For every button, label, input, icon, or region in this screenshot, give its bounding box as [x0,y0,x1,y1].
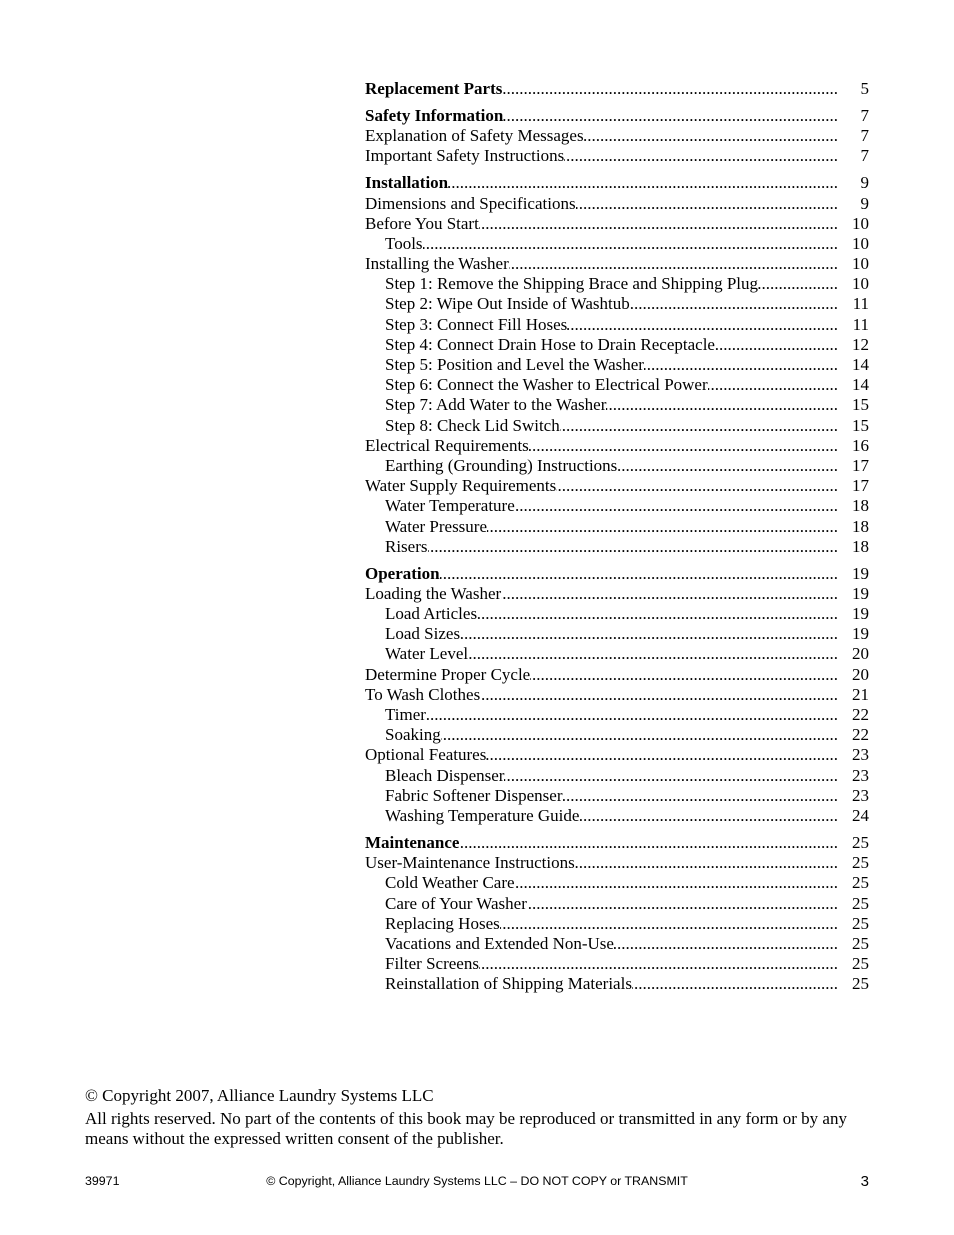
toc-entry-page-number: 25 [852,913,869,933]
toc-entry-title: Replacing Hoses [385,913,500,933]
toc-entry-page-number: 7 [860,126,869,146]
toc-entry-page-number: 25 [852,933,869,953]
toc-entry-title: Maintenance [365,832,460,852]
toc-entry-title: Operation [365,563,440,583]
toc-entry-title: Before You Start [365,213,479,233]
toc-entry-page-number: 19 [852,583,869,603]
toc-entry-title: Step 7: Add Water to the Washer [385,395,607,415]
toc-entry-title: Step 6: Connect the Washer to Electrical Power [385,375,708,395]
toc-entry-title: Installing the Washer [365,254,509,274]
toc-subentry[interactable] [365,705,869,725]
toc-dot-leader [644,355,838,375]
toc-entry-title: Load Articles [385,604,478,624]
toc-entry-page-number: 10 [852,274,869,294]
toc-entry-page-number: 14 [852,375,869,395]
toc-entry-title: User-Maintenance Instructions [365,853,575,873]
toc-subentry[interactable] [365,974,869,994]
toc-entry-title: Step 3: Connect Fill Hoses [385,314,568,334]
toc-dot-leader [460,624,838,644]
toc-entry-page-number: 25 [852,832,869,852]
toc-dot-leader [563,786,838,806]
toc-entry-page-number: 7 [860,105,869,125]
toc-entry[interactable] [365,853,869,873]
toc-entry[interactable] [365,146,869,166]
toc-entry-title: Cold Weather Care [385,873,515,893]
toc-entry-title: Safety Information [365,105,504,125]
toc-entry-page-number: 11 [852,314,869,334]
toc-dot-leader [564,146,838,166]
toc-subentry[interactable] [365,894,869,914]
toc-entry-title: Installation [365,173,449,193]
toc-entry-page-number: 17 [852,455,869,475]
toc-entry-title: Loading the Washer [365,583,502,603]
toc-subentry[interactable] [365,517,869,537]
toc-entry[interactable] [365,126,869,146]
toc-dot-leader [504,766,838,786]
toc-subentry[interactable] [365,416,869,436]
toc-entry-page-number: 24 [852,805,869,825]
toc-subentry[interactable] [365,496,869,516]
toc-subentry[interactable] [365,806,869,826]
toc-entry-page-number: 18 [852,516,869,536]
toc-dot-leader [576,194,838,214]
toc-entry-title: Timer [385,705,426,725]
toc-dot-leader [501,584,838,604]
toc-entry-page-number: 9 [860,193,869,213]
toc-entry-title: Step 2: Wipe Out Inside of Washtub [385,294,630,314]
footer-copyright-notice: © Copyright, Alliance Laundry Systems LLC – DO NOT COPY or TRANSMIT [266,1174,688,1188]
toc-entry-title: Dimensions and Specifications [365,193,576,213]
toc-subentry[interactable] [365,234,869,254]
toc-chapter-entry[interactable] [365,173,869,193]
toc-entry-page-number: 19 [852,604,869,624]
rights-notice: All rights reserved. No part of the contents of this book may be reproduced or transmitted in any form or by any means without the expressed written consent of the publisher. [85,1109,847,1149]
toc-entry[interactable] [365,745,869,765]
toc-entry-page-number: 21 [852,684,869,704]
toc-entry-page-number: 9 [860,173,869,193]
toc-entry-title: Load Sizes [385,624,461,644]
toc-entry-page-number: 20 [852,644,869,664]
toc-subentry[interactable] [365,537,869,557]
toc-dot-leader [614,934,838,954]
toc-section [365,173,869,557]
toc-dot-leader [584,126,838,146]
toc-entry-page-number: 16 [852,435,869,455]
toc-dot-leader [459,833,838,853]
toc-subentry[interactable] [365,375,869,395]
toc-dot-leader [503,106,838,126]
toc-entry-page-number: 22 [852,705,869,725]
toc-dot-leader [606,395,838,415]
toc-entry-page-number: 10 [852,233,869,253]
toc-dot-leader [715,335,838,355]
toc-entry-title: Water Pressure [385,516,488,536]
toc-entry-title: Filter Screens [385,954,479,974]
toc-entry-page-number: 25 [852,974,869,994]
toc-entry-page-number: 19 [852,624,869,644]
toc-dot-leader [527,894,838,914]
toc-subentry[interactable] [365,624,869,644]
toc-subentry[interactable] [365,934,869,954]
toc-dot-leader [529,436,838,456]
toc-entry-title: Step 4: Connect Drain Hose to Drain Receptacle [385,334,715,354]
toc-subentry[interactable] [365,315,869,335]
toc-entry-title: Reinstallation of Shipping Materials [385,974,632,994]
toc-entry-title: Water Temperature [385,496,515,516]
toc-subentry[interactable] [365,766,869,786]
table-of-contents [365,79,869,994]
toc-entry[interactable] [365,685,869,705]
toc-subentry[interactable] [365,335,869,355]
toc-entry-title: Water Supply Requirements [365,476,557,496]
toc-entry-page-number: 14 [852,355,869,375]
toc-chapter-entry[interactable] [365,79,869,99]
toc-entry[interactable] [365,194,869,214]
toc-dot-leader [486,745,838,765]
toc-entry-page-number: 15 [852,395,869,415]
toc-subentry[interactable] [365,274,869,294]
toc-entry-title: Fabric Softener Dispenser [385,785,563,805]
toc-entry-page-number: 11 [852,294,869,314]
toc-entry-title: To Wash Clothes [365,684,481,704]
toc-dot-leader [515,496,838,516]
toc-dot-leader [530,665,838,685]
toc-entry-title: Explanation of Safety Messages [365,126,584,146]
toc-entry-title: Water Level [385,644,469,664]
toc-entry-page-number: 23 [852,765,869,785]
toc-dot-leader [468,644,838,664]
toc-subentry[interactable] [365,395,869,415]
toc-entry-page-number: 20 [852,664,869,684]
toc-dot-leader [617,456,838,476]
toc-dot-leader [708,375,838,395]
toc-entry-page-number: 5 [860,79,869,98]
toc-dot-leader [479,954,838,974]
toc-dot-leader [500,914,838,934]
toc-entry-title: Earthing (Grounding) Instructions [385,455,618,475]
toc-entry-page-number: 7 [860,146,869,166]
toc-entry-title: Determine Proper Cycle [365,664,531,684]
toc-dot-leader [440,564,838,584]
toc-entry-page-number: 25 [852,893,869,913]
toc-entry-page-number: 10 [852,213,869,233]
toc-dot-leader [480,685,838,705]
toc-dot-leader [502,79,838,99]
copyright-line: © Copyright 2007, Alliance Laundry Systems LLC [85,1086,434,1105]
toc-dot-leader [632,974,838,994]
toc-dot-leader [487,517,838,537]
toc-chapter-entry[interactable] [365,106,869,126]
toc-entry-title: Step 1: Remove the Shipping Brace and Shipping Plug [385,274,759,294]
toc-entry-page-number: 18 [852,536,869,556]
copyright-block [85,1086,865,1149]
toc-subentry[interactable] [365,456,869,476]
toc-entry-title: Replacement Parts [365,79,503,98]
toc-entry-page-number: 25 [852,853,869,873]
toc-entry-title: Optional Features [365,745,487,765]
toc-chapter-entry[interactable] [365,564,869,584]
page-footer [0,1174,954,1190]
toc-entry[interactable] [365,476,869,496]
toc-entry-page-number: 25 [852,873,869,893]
toc-dot-leader [441,725,838,745]
toc-dot-leader [477,604,838,624]
toc-section [365,79,869,99]
toc-entry[interactable] [365,254,869,274]
toc-dot-leader [556,476,838,496]
toc-entry-page-number: 18 [852,496,869,516]
toc-entry-title: Step 5: Position and Level the Washer [385,355,644,375]
toc-dot-leader [479,214,838,234]
toc-dot-leader [509,254,838,274]
toc-entry-page-number: 15 [852,415,869,435]
toc-section [365,833,869,995]
toc-entry-title: Soaking [385,725,441,745]
toc-dot-leader [560,416,838,436]
toc-subentry[interactable] [365,604,869,624]
toc-subentry[interactable] [365,914,869,934]
toc-entry-page-number: 22 [852,725,869,745]
toc-dot-leader [515,873,838,893]
toc-section [365,564,869,826]
toc-entry-title: Tools [385,233,423,253]
toc-subentry[interactable] [365,725,869,745]
toc-entry-title: Care of Your Washer [385,893,527,913]
toc-dot-leader [448,173,838,193]
page-number: 3 [860,1173,869,1190]
toc-dot-leader [423,234,838,254]
toc-entry-page-number: 17 [852,476,869,496]
toc-dot-leader [579,806,838,826]
toc-section [365,106,869,167]
toc-entry[interactable] [365,584,869,604]
toc-dot-leader [758,274,838,294]
toc-subentry[interactable] [365,355,869,375]
toc-entry-title: Electrical Requirements [365,435,529,455]
toc-dot-leader [428,537,839,557]
toc-entry-title: Important Safety Instructions [365,146,565,166]
toc-entry[interactable] [365,436,869,456]
toc-entry-page-number: 12 [852,334,869,354]
toc-entry-page-number: 23 [852,745,869,765]
toc-entry-page-number: 10 [852,254,869,274]
toc-dot-leader [567,315,838,335]
toc-entry-page-number: 19 [852,563,869,583]
toc-entry[interactable] [365,665,869,685]
toc-subentry[interactable] [365,873,869,893]
toc-entry-title: Bleach Dispenser [385,765,505,785]
toc-subentry[interactable] [365,294,869,314]
toc-entry[interactable] [365,214,869,234]
document-number: 39971 [85,1174,120,1188]
toc-dot-leader [426,705,838,725]
toc-dot-leader [575,853,838,873]
toc-entry-title: Vacations and Extended Non-Use [385,933,614,953]
toc-dot-leader [630,294,838,314]
toc-entry-title: Step 8: Check Lid Switch [385,415,560,435]
toc-subentry[interactable] [365,954,869,974]
toc-chapter-entry[interactable] [365,833,869,853]
toc-entry-page-number: 25 [852,954,869,974]
toc-entry-title: Risers [385,536,428,556]
toc-entry-title: Washing Temperature Guide [385,805,580,825]
toc-subentry[interactable] [365,786,869,806]
toc-subentry[interactable] [365,644,869,664]
toc-entry-page-number: 23 [852,785,869,805]
